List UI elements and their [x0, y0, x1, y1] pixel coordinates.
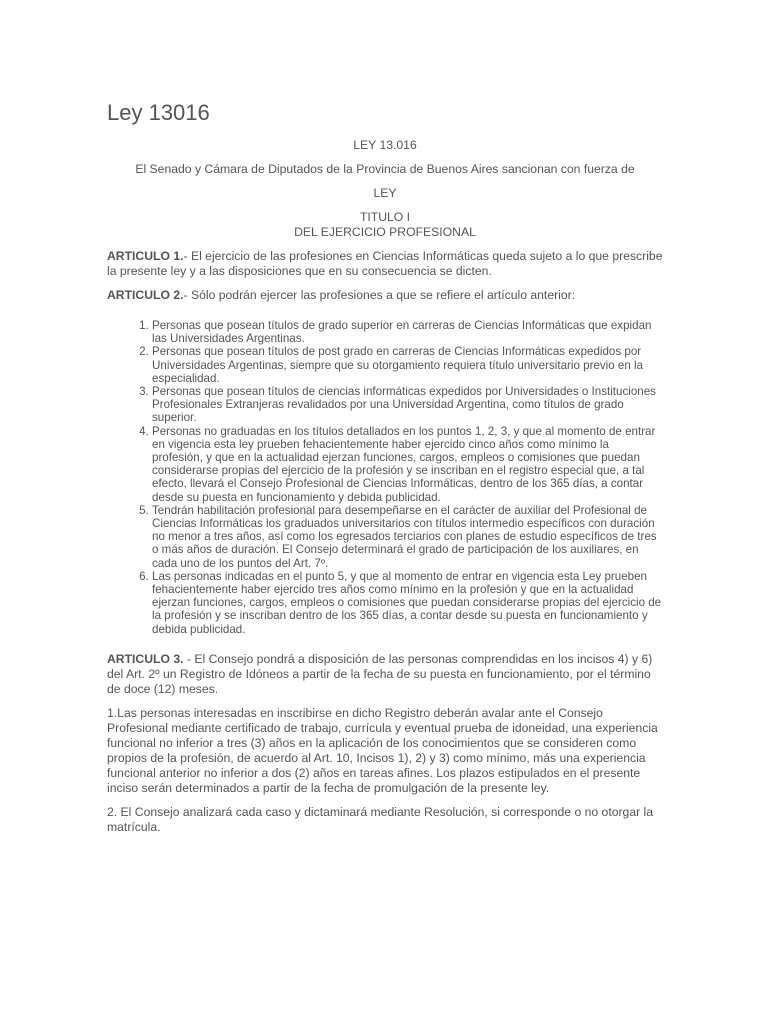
- article-1-label: ARTICULO 1.: [107, 249, 184, 263]
- document-title: Ley 13016: [107, 100, 210, 125]
- article-1: [107, 249, 663, 279]
- document-body: [107, 138, 663, 844]
- title-section-number: TITULO I: [359, 210, 411, 224]
- article-3-paragraph-2: 2. El Consejo analizará cada caso y dictaminará mediante Resolución, si corresponde o no otorgar la matrícula.: [107, 804, 654, 834]
- law-number: LEY 13.016: [353, 138, 417, 152]
- article-3-paragraph-1: 1.Las personas interesadas en inscribirse en dicho Registro deberán avalar ante el Consejo Profesional mediante certificado de trabajo, currícula y eventual prueba de idoneidad, una experiencia funcional no inferior a tres (3) años en la aplicación de los conocimientos que se consideren como propios de la profesión, de acuerdo al Art. 10, Incisos 1), 2) y 3) como mínimo, más una experiencia funcional anterior no inferior a dos (2) años en tareas afines. Los plazos estipulados en el presente inciso serán determinados a partir de la fecha de promulgación de la presente ley.: [107, 705, 658, 795]
- article-2-label: ARTICULO 2.: [107, 288, 184, 302]
- list-item: 3. Personas que posean títulos de ciencias informáticas expedidos por Universidades o Instituciones Profesionales Extranjeras revalidados por una Universidad Argentina, como títulos de grado superior.: [152, 385, 663, 425]
- article-2-list: [107, 319, 663, 636]
- article-2-text: - Sólo podrán ejercer las profesiones a que se refiere el artículo anterior:: [183, 288, 576, 302]
- title-section: [107, 210, 663, 240]
- sanction-line: El Senado y Cámara de Diputados de la Provincia de Buenos Aires sancionan con fuerza de: [135, 162, 635, 176]
- ley-heading: LEY: [373, 186, 397, 200]
- article-2: [107, 288, 663, 303]
- article-3-text: - El Consejo pondrá a disposición de las personas comprendidas en los incisos 4) y 6) del Art. 2º un Registro de Idóneos a partir de la fecha de su puesta en funcionamiento, por el término de doce (12) meses.: [107, 651, 653, 696]
- list-item: 5. Tendrán habilitación profesional para desempeñarse en el carácter de auxiliar del Profesional de Ciencias Informáticas los graduados universitarios con títulos intermedio específicos con duración no menor a tres años, así como los egresados terciarios con planes de estudio específicos de tres o más años de duración. El Consejo determinará el grado de participación de los auxiliares, en cada uno de los puntos del Art. 7º.: [152, 504, 663, 570]
- list-item: 6. Las personas indicadas en el punto 5, y que al momento de entrar en vigencia esta Ley prueben fehacientemente haber ejercido tres años como mínimo en la profesión y que en la actualidad ejerzan funciones, cargos, empleos o comisiones que puedan considerarse propias del ejercicio de la profesión y se inscriban dentro de los 365 días, a contar desde su puesta en funcionamiento y debida publicidad.: [152, 570, 663, 636]
- article-1-text: - El ejercicio de las profesiones en Ciencias Informáticas queda sujeto a lo que prescribe la presente ley y a las disposiciones que en su consecuencia se dicten.: [107, 249, 663, 278]
- list-item: 2. Personas que posean títulos de post grado en carreras de Ciencias Informáticas expedidos por Universidades Argentinas, siempre que su otorgamiento requiera título universitario previo en la especialidad.: [152, 345, 663, 385]
- list-item: 4. Personas no graduadas en los títulos detallados en los puntos 1, 2, 3, y que al momento de entrar en vigencia esta ley prueben fehacientemente haber ejercido cinco años como mínimo la profesión, y que en la actualidad ejerzan funciones, cargos, empleos o comisiones que puedan considerarse propias del ejercicio de la profesión y se inscriban en el registro especial que, a tal efecto, llevará el Consejo Profesional de Ciencias Informáticas, dentro de los 365 días, a contar desde su puesta en funcionamiento y debida publicidad.: [152, 425, 663, 504]
- title-section-name: DEL EJERCICIO PROFESIONAL: [294, 225, 476, 239]
- article-3-label: ARTICULO 3.: [107, 651, 184, 666]
- article-3: [107, 652, 663, 697]
- list-item: 1. Personas que posean títulos de grado superior en carreras de Ciencias Informáticas que expidan las Universidades Argentinas.: [152, 319, 663, 345]
